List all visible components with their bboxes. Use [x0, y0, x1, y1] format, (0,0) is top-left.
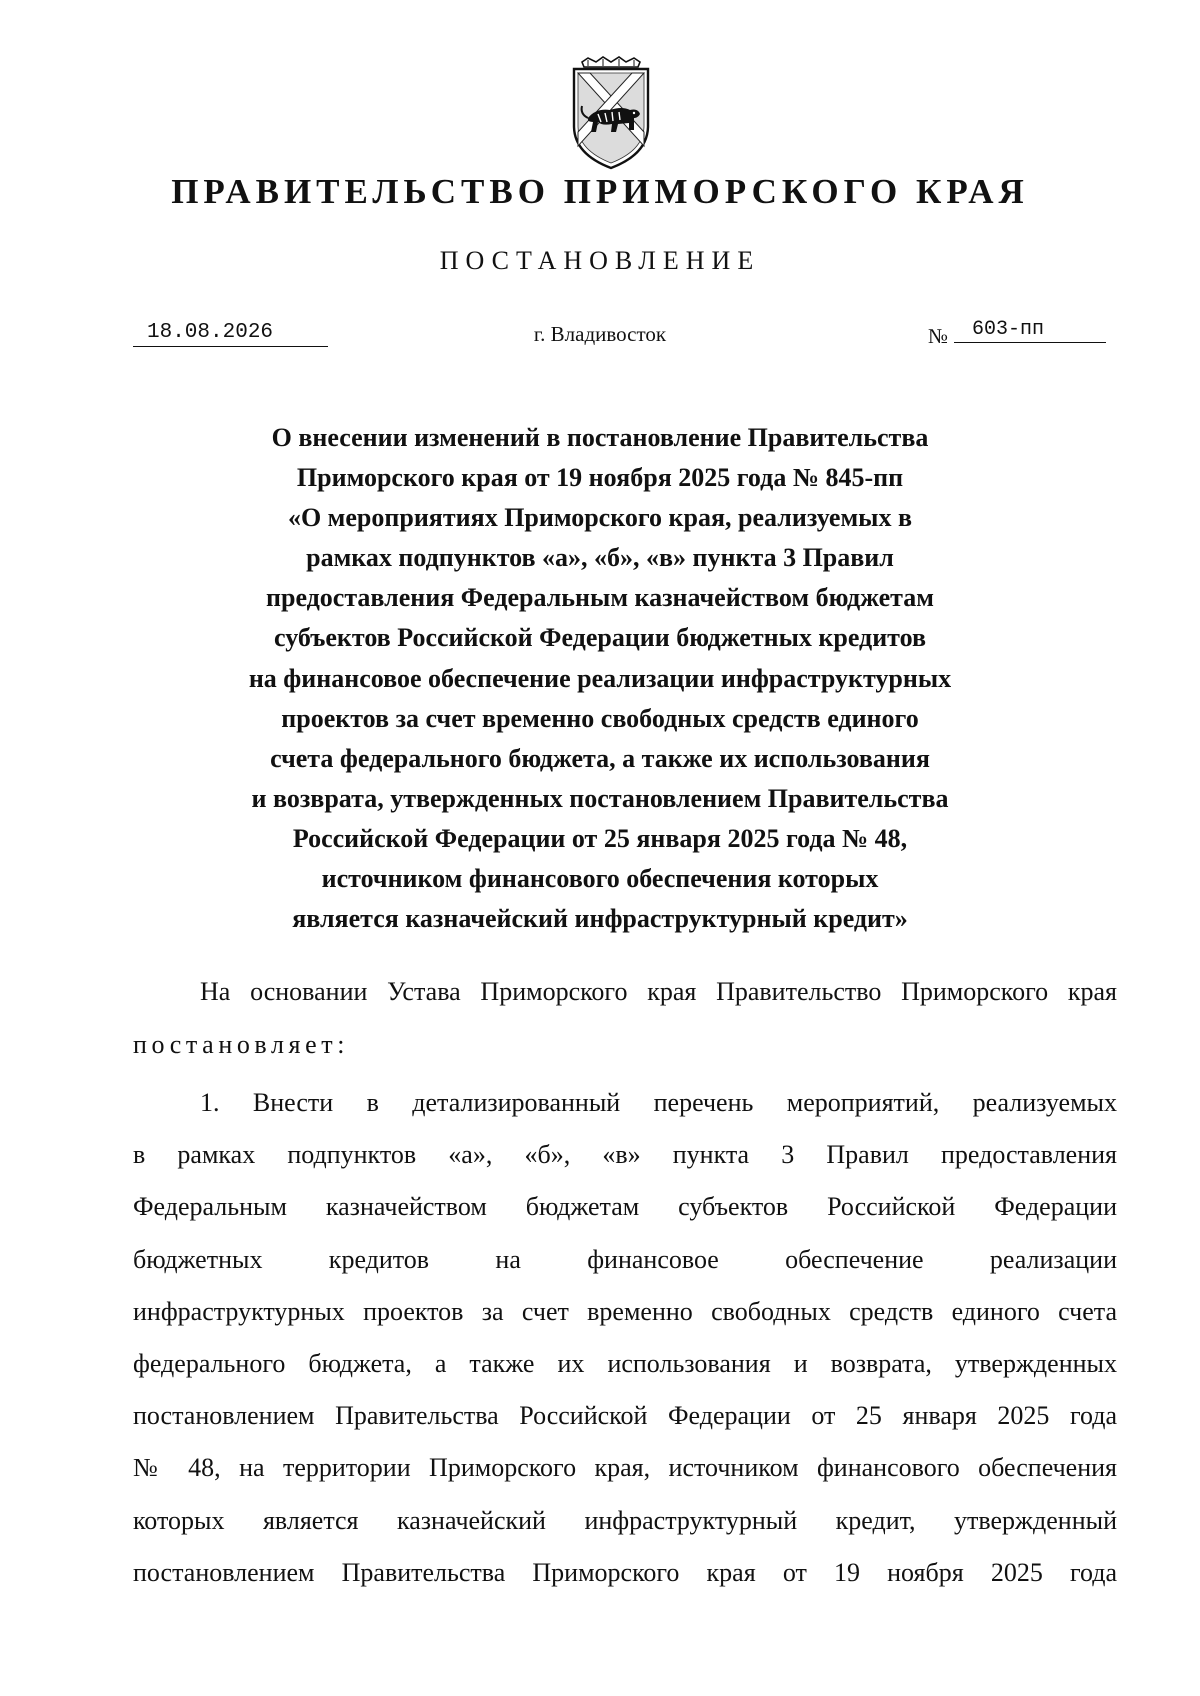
document-subject: [0, 418, 1200, 939]
document-kind: ПОСТАНОВЛЕНИЕ: [439, 246, 761, 275]
subject-line: О внесении изменений в постановление Правительства: [271, 423, 929, 452]
document-date: 18.08.2026: [133, 320, 328, 347]
subject-line: источником финансового обеспечения которых: [321, 864, 879, 894]
document-city: г. Владивосток: [533, 322, 667, 346]
body-line: бюджетных кредитов на финансовое обеспечение реализации: [133, 1244, 1117, 1274]
document-number: 603-пп: [954, 318, 1106, 343]
subject-line: субъектов Российской Федерации бюджетных кредитов: [274, 623, 926, 653]
body-line: 1. Внести в детализированный перечень мероприятий, реализуемых: [200, 1088, 1117, 1117]
body-line: которых является казначейский инфраструктурный кредит, утвержденный: [133, 1505, 1117, 1535]
body-line: постановлением Правительства Российской Федерации от 25 января 2025 года: [133, 1401, 1117, 1431]
subject-line: является казначейский инфраструктурный кредит»: [292, 904, 908, 934]
body-line: инфраструктурных проектов за счет временно свободных средств единого счета: [133, 1296, 1117, 1326]
subject-line: и возврата, утвержденных постановлением Правительства: [251, 783, 949, 813]
number-sign: №: [928, 324, 949, 348]
subject-line: счета федерального бюджета, а также их использования: [270, 743, 930, 773]
resolves-word: постановляет:: [133, 1030, 350, 1059]
body-line: федерального бюджета, а также их использования и возврата, утвержденных: [133, 1349, 1117, 1379]
subject-line: Приморского края от 19 ноября 2025 года № 845-пп: [296, 463, 904, 493]
subject-line: на финансовое обеспечение реализации инфраструктурных: [248, 663, 952, 693]
coat-of-arms-icon: [568, 56, 654, 172]
subject-line: проектов за счет временно свободных средств единого: [281, 703, 919, 733]
subject-line: рамках подпунктов «а», «б», «в» пункта 3 Правил: [306, 543, 894, 573]
body-line: в рамках подпунктов «а», «б», «в» пункта 3 Правил предоставления: [133, 1140, 1117, 1170]
subject-line: предоставления Федеральным казначейством бюджетам: [266, 583, 934, 613]
body-line: постановлением Правительства Приморского края от 19 ноября 2025 года: [133, 1557, 1117, 1587]
subject-line: Российской Федерации от 25 января 2025 года № 48,: [292, 823, 908, 853]
body-line: № 48, на территории Приморского края, источником финансового обеспечения: [133, 1453, 1117, 1483]
organization-title: ПРАВИТЕЛЬСТВО ПРИМОРСКОГО КРАЯ: [171, 172, 1029, 211]
preamble-text: На основании Устава Приморского края Правительство Приморского края: [200, 977, 1117, 1006]
body-text: [133, 1077, 1117, 1599]
subject-line: «О мероприятиях Приморского края, реализуемых в: [287, 503, 913, 533]
body-line: Федеральным казначейством бюджетам субъектов Российской Федерации: [133, 1192, 1117, 1222]
